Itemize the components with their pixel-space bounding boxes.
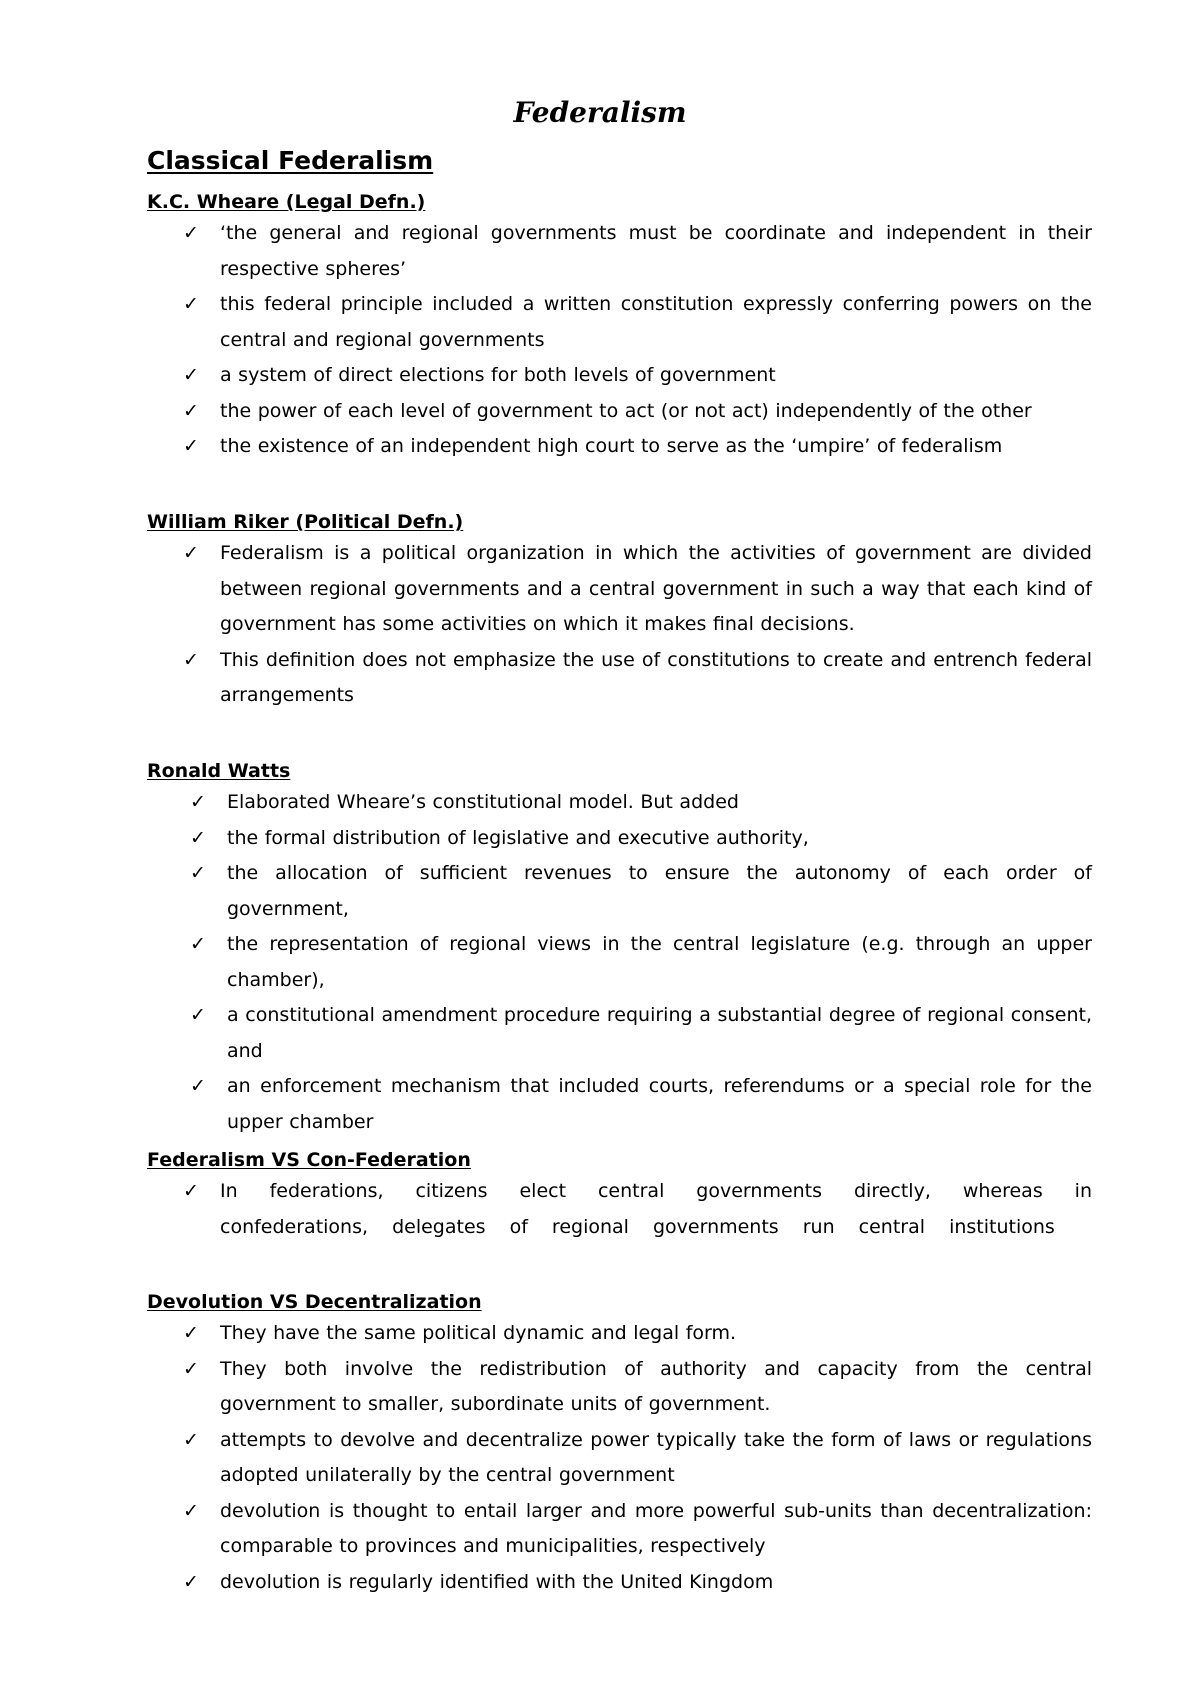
list-item: ✓ the power of each level of government to act (or not act) independently of the other	[147, 394, 1092, 430]
checkmark-icon: ✓	[190, 826, 206, 849]
list-item: ✓ Federalism is a political organization in which the activities of government are divided between regional governments and a central government in such a way that each kind of government has some activities on which it makes final decisions.	[147, 536, 1092, 643]
document-title: Federalism	[513, 96, 687, 129]
list-item: ✓ In federations, citizens elect central governments directly, whereas in confederations, delegates of regional governments run central institutions	[147, 1174, 1092, 1245]
section-wheare	[147, 188, 1092, 465]
checkmark-icon: ✓	[190, 862, 206, 884]
checkmark-icon: ✓	[183, 1570, 199, 1593]
checkmark-icon: ✓	[183, 1357, 199, 1380]
subheading-watts: Ronald Watts	[147, 760, 291, 782]
list-item: ✓ They have the same political dynamic and legal form.	[147, 1316, 1092, 1352]
section-heading-classical-federalism: Classical Federalism	[147, 146, 434, 175]
checkmark-icon: ✓	[183, 1180, 199, 1202]
list-item: ✓ a constitutional amendment procedure requiring a substantial degree of regional consent, and	[147, 998, 1092, 1069]
checkmark-icon: ✓	[183, 222, 199, 244]
section-riker	[147, 508, 1092, 714]
list-item: ✓ the representation of regional views in the central legislature (e.g. through an upper chamber),	[147, 927, 1092, 998]
checkmark-icon: ✓	[190, 1004, 206, 1026]
list-item: ✓ the allocation of sufficient revenues to ensure the autonomy of each order of government,	[147, 856, 1092, 927]
checkmark-icon: ✓	[183, 1322, 199, 1344]
list-item: ✓ a system of direct elections for both levels of government	[147, 358, 1092, 394]
checkmark-icon: ✓	[190, 1075, 206, 1097]
list-item: ✓ devolution is thought to entail larger and more powerful sub-units than decentralization: comparable to provinces and municipalities, respectively	[147, 1494, 1092, 1565]
subheading-federation-vs-confederation: Federalism VS Con-Federation	[147, 1149, 471, 1171]
section-federation-vs-confederation	[147, 1146, 1092, 1245]
list-item: ✓ an enforcement mechanism that included courts, referendums or a special role for the upper chamber	[147, 1069, 1092, 1140]
list-item: ✓ attempts to devolve and decentralize power typically take the form of laws or regulations adopted unilaterally by the central government	[147, 1423, 1092, 1494]
checkmark-icon: ✓	[183, 399, 199, 422]
subheading-devolution-vs-decentralization: Devolution VS Decentralization	[147, 1291, 482, 1313]
checkmark-icon: ✓	[190, 933, 206, 955]
wheare-list	[147, 216, 1092, 465]
list-item: ✓ the formal distribution of legislative and executive authority,	[147, 821, 1092, 857]
devolution-list	[147, 1316, 1092, 1600]
checkmark-icon: ✓	[183, 364, 199, 386]
riker-list	[147, 536, 1092, 714]
watts-list	[147, 785, 1092, 1140]
checkmark-icon: ✓	[183, 648, 199, 671]
list-item: ✓ the existence of an independent high court to serve as the ‘umpire’ of federalism	[147, 429, 1092, 465]
federation-list	[147, 1174, 1092, 1245]
checkmark-icon: ✓	[183, 1499, 199, 1522]
list-item: ✓ devolution is regularly identified with the United Kingdom	[147, 1565, 1092, 1601]
checkmark-icon: ✓	[183, 293, 199, 315]
list-item: ✓ this federal principle included a written constitution expressly conferring powers on the central and regional governments	[147, 287, 1092, 358]
checkmark-icon: ✓	[183, 435, 199, 457]
section-devolution-vs-decentralization	[147, 1288, 1092, 1600]
subheading-wheare: K.C. Wheare (Legal Defn.)	[147, 191, 426, 213]
list-item: ✓ They both involve the redistribution of authority and capacity from the central government to smaller, subordinate units of government.	[147, 1352, 1092, 1423]
checkmark-icon: ✓	[190, 791, 206, 813]
subheading-riker: William Riker (Political Defn.)	[147, 511, 464, 533]
checkmark-icon: ✓	[183, 542, 199, 564]
section-watts	[147, 757, 1092, 1140]
list-item: ✓ ‘the general and regional governments must be coordinate and independent in their respective spheres’	[147, 216, 1092, 287]
list-item: ✓ Elaborated Wheare’s constitutional model. But added	[147, 785, 1092, 821]
checkmark-icon: ✓	[183, 1428, 199, 1451]
list-item: ✓ This definition does not emphasize the use of constitutions to create and entrench federal arrangements	[147, 643, 1092, 714]
